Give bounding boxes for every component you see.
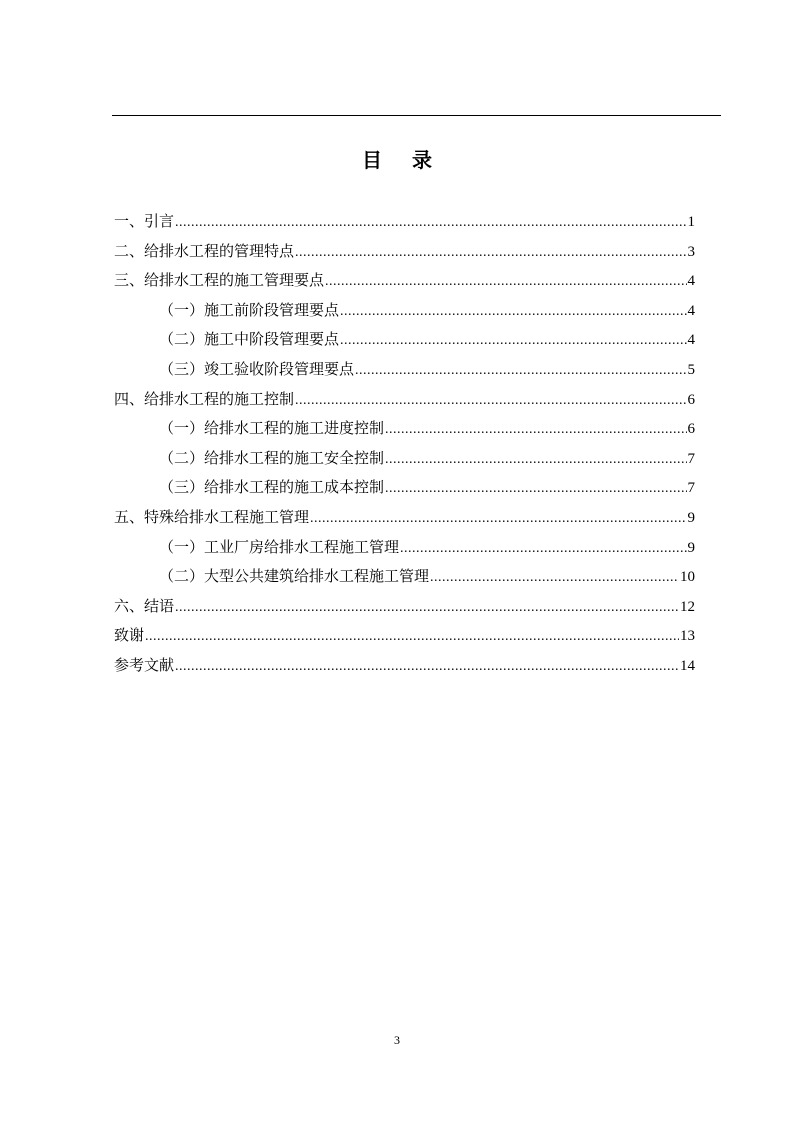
toc-entry[interactable] — [114, 654, 695, 684]
toc-entry[interactable] — [114, 299, 695, 329]
toc-dot-leader — [385, 478, 686, 500]
toc-dot-leader — [430, 567, 679, 589]
toc-entry-label: （一）工业厂房给排水工程施工管理 — [159, 537, 400, 556]
toc-entry[interactable] — [114, 328, 695, 358]
toc-dot-leader — [175, 212, 686, 234]
toc-dot-leader — [385, 449, 686, 471]
toc-entry-label: （二）给排水工程的施工安全控制 — [159, 448, 385, 467]
toc-entry-label: 三、给排水工程的施工管理要点 — [114, 271, 325, 290]
toc-entry-page: 9 — [687, 539, 695, 556]
toc-entry-page: 14 — [680, 657, 695, 674]
toc-entry[interactable] — [114, 476, 695, 506]
toc-dot-leader — [385, 419, 686, 441]
toc-dot-leader — [340, 330, 686, 352]
toc-entry-page: 10 — [680, 569, 695, 586]
toc-entry[interactable] — [114, 240, 695, 270]
toc-entry[interactable] — [114, 595, 695, 625]
toc-entry-label: （三）竣工验收阶段管理要点 — [159, 359, 355, 378]
toc-dot-leader — [400, 538, 686, 560]
toc-entry[interactable] — [114, 210, 695, 240]
toc-dot-leader — [310, 508, 686, 530]
toc-entry[interactable] — [114, 624, 695, 654]
toc-entry-page: 6 — [687, 391, 695, 408]
toc-dot-leader — [175, 597, 679, 619]
toc-entry-page: 13 — [680, 628, 695, 645]
toc-dot-leader — [340, 301, 686, 323]
toc-entry-label: 二、给排水工程的管理特点 — [114, 241, 295, 260]
toc-entry-page: 4 — [687, 273, 695, 290]
toc-entry-page: 7 — [687, 450, 695, 467]
toc-entry-page: 6 — [687, 421, 695, 438]
toc-dot-leader — [145, 626, 679, 648]
toc-entry-label: 参考文献 — [114, 655, 175, 674]
toc-entry[interactable] — [114, 388, 695, 418]
toc-entry-page: 3 — [687, 243, 695, 260]
toc-entry[interactable] — [114, 447, 695, 477]
table-of-contents — [114, 210, 695, 684]
toc-entry-page: 9 — [687, 509, 695, 526]
toc-entry-label: 六、结语 — [114, 596, 175, 615]
toc-entry-label: （一）给排水工程的施工进度控制 — [159, 419, 385, 438]
toc-entry[interactable] — [114, 536, 695, 566]
toc-entry-label: （三）给排水工程的施工成本控制 — [159, 478, 385, 497]
toc-entry-label: （一）施工前阶段管理要点 — [159, 300, 340, 319]
header-rule — [112, 115, 721, 116]
toc-entry-label: （二）施工中阶段管理要点 — [159, 330, 340, 349]
toc-entry[interactable] — [114, 358, 695, 388]
toc-title: 目录 — [362, 148, 462, 172]
toc-entry-label: 致谢 — [114, 626, 145, 645]
toc-entry[interactable] — [114, 565, 695, 595]
toc-entry-page: 5 — [687, 361, 695, 378]
toc-entry-page: 4 — [687, 302, 695, 319]
toc-entry[interactable] — [114, 269, 695, 299]
toc-entry-page: 7 — [687, 480, 695, 497]
toc-entry-label: 四、给排水工程的施工控制 — [114, 389, 295, 408]
toc-entry-label: （二）大型公共建筑给排水工程施工管理 — [159, 567, 430, 586]
toc-entry-page: 4 — [687, 332, 695, 349]
page-number: 3 — [394, 1033, 400, 1047]
toc-dot-leader — [175, 656, 679, 678]
toc-dot-leader — [325, 271, 686, 293]
toc-entry[interactable] — [114, 417, 695, 447]
toc-entry[interactable] — [114, 506, 695, 536]
toc-entry-label: 五、特殊给排水工程施工管理 — [114, 507, 310, 526]
toc-entry-label: 一、引言 — [114, 212, 175, 230]
toc-dot-leader — [295, 242, 686, 264]
toc-dot-leader — [355, 360, 686, 382]
toc-entry-page: 12 — [680, 598, 695, 615]
toc-entry-page: 1 — [687, 214, 695, 230]
toc-dot-leader — [295, 390, 686, 412]
